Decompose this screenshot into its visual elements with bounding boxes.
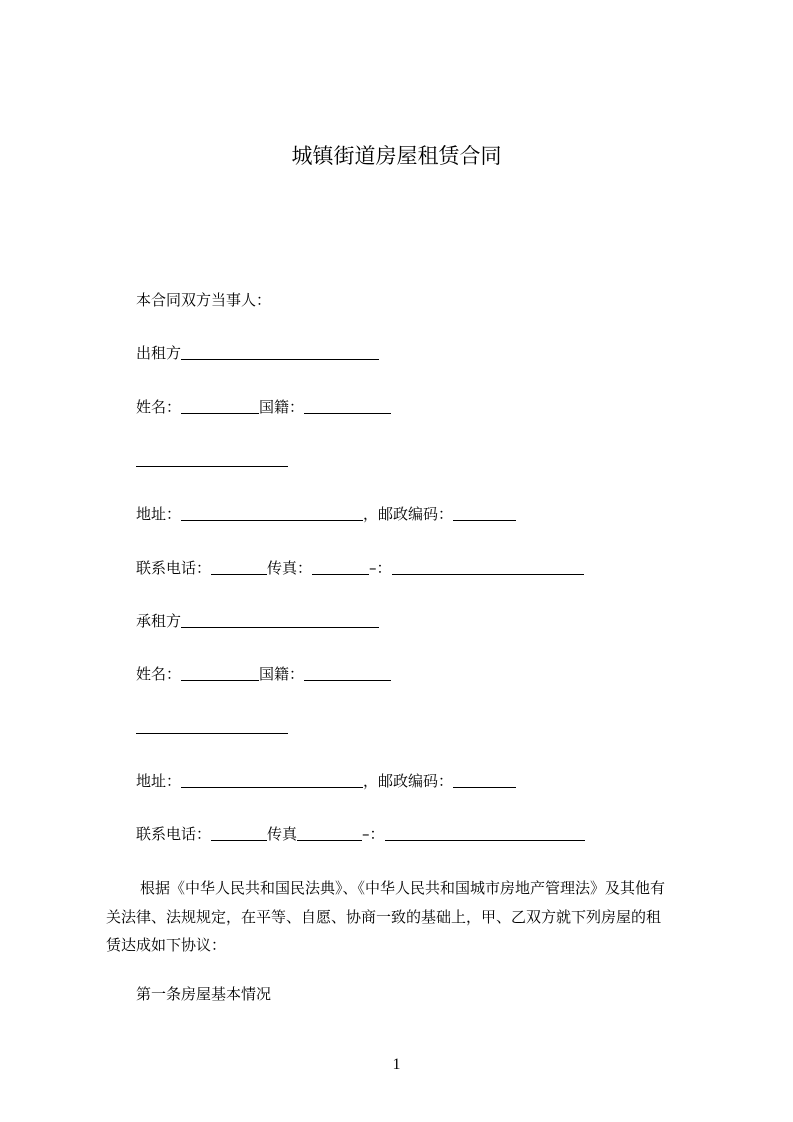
lessor-address-line xyxy=(136,504,516,524)
lessor-nationality-blank[interactable] xyxy=(304,398,391,414)
lessor-postal-blank[interactable] xyxy=(453,505,516,521)
lessor-name-blank[interactable] xyxy=(181,344,379,360)
lessee-fax-suffix: –： xyxy=(362,825,385,843)
lessee-nationality-blank[interactable] xyxy=(304,665,391,681)
lessee-heading-line xyxy=(136,611,379,631)
article-1-heading-line xyxy=(136,984,271,1004)
lessor-phone-line xyxy=(136,558,584,578)
basis-paragraph-line: 赁达成如下协议： xyxy=(106,936,227,954)
lessee-nationality-label: 国籍： xyxy=(259,665,305,683)
page-number: 1 xyxy=(392,1056,401,1073)
lessor-person-name-blank[interactable] xyxy=(181,398,259,414)
lessee-fax-blank[interactable] xyxy=(297,825,362,841)
lessee-heading: 承租方 xyxy=(136,612,182,630)
parties-intro xyxy=(136,290,271,310)
lessee-address-blank[interactable] xyxy=(181,772,363,788)
lessee-postal-label: ，邮政编码： xyxy=(363,772,454,790)
lessor-postal-label: ，邮政编码： xyxy=(363,505,454,523)
lessee-fax-extra-blank[interactable] xyxy=(385,825,585,841)
lessor-address-blank[interactable] xyxy=(181,505,363,521)
parties-intro-label: 本合同双方当事人： xyxy=(136,291,272,309)
article-1-heading: 第一条房屋基本情况 xyxy=(136,985,272,1003)
lessee-phone-label: 联系电话： xyxy=(136,825,212,843)
lessee-extra-line xyxy=(136,717,288,737)
basis-paragraph-line: 根据《中华人民共和国民法典》、《中华人民共和国城市房地产管理法》及其他有 xyxy=(140,879,666,897)
lessee-postal-blank[interactable] xyxy=(453,772,516,788)
lessee-fax-label: 传真 xyxy=(267,825,298,843)
lessee-name-label: 姓名： xyxy=(136,665,182,683)
lessor-fax-extra-blank[interactable] xyxy=(392,559,584,575)
lessee-name-line xyxy=(136,664,391,684)
lessee-address-line xyxy=(136,771,516,791)
lessor-nationality-label: 国籍： xyxy=(259,398,305,416)
basis-paragraph-line: 关法律、法规规定，在平等、自愿、协商一致的基础上，甲、乙双方就下列房屋的租 xyxy=(106,907,662,926)
lessee-address-label: 地址： xyxy=(136,772,182,790)
lessor-heading-line xyxy=(136,343,379,363)
lessor-heading: 出租方 xyxy=(136,344,182,362)
lessee-phone-line xyxy=(136,824,585,844)
lessor-extra-blank[interactable] xyxy=(136,451,288,467)
lessor-extra-line xyxy=(136,450,288,470)
lessor-phone-blank[interactable] xyxy=(211,559,267,575)
page-title: 城镇街道房屋租赁合同 xyxy=(291,144,502,168)
lessor-fax-suffix: –： xyxy=(369,559,392,577)
lessor-name-line xyxy=(136,397,391,417)
lessee-extra-blank[interactable] xyxy=(136,718,288,734)
lessee-name-blank[interactable] xyxy=(181,612,379,628)
lessor-name-label: 姓名： xyxy=(136,398,182,416)
basis-paragraph xyxy=(106,874,698,960)
lessee-phone-blank[interactable] xyxy=(211,825,267,841)
lessor-fax-label: 传真： xyxy=(267,559,313,577)
lessee-person-name-blank[interactable] xyxy=(181,665,259,681)
lessor-address-label: 地址： xyxy=(136,505,182,523)
lessor-fax-blank[interactable] xyxy=(312,559,369,575)
lessor-phone-label: 联系电话： xyxy=(136,559,212,577)
